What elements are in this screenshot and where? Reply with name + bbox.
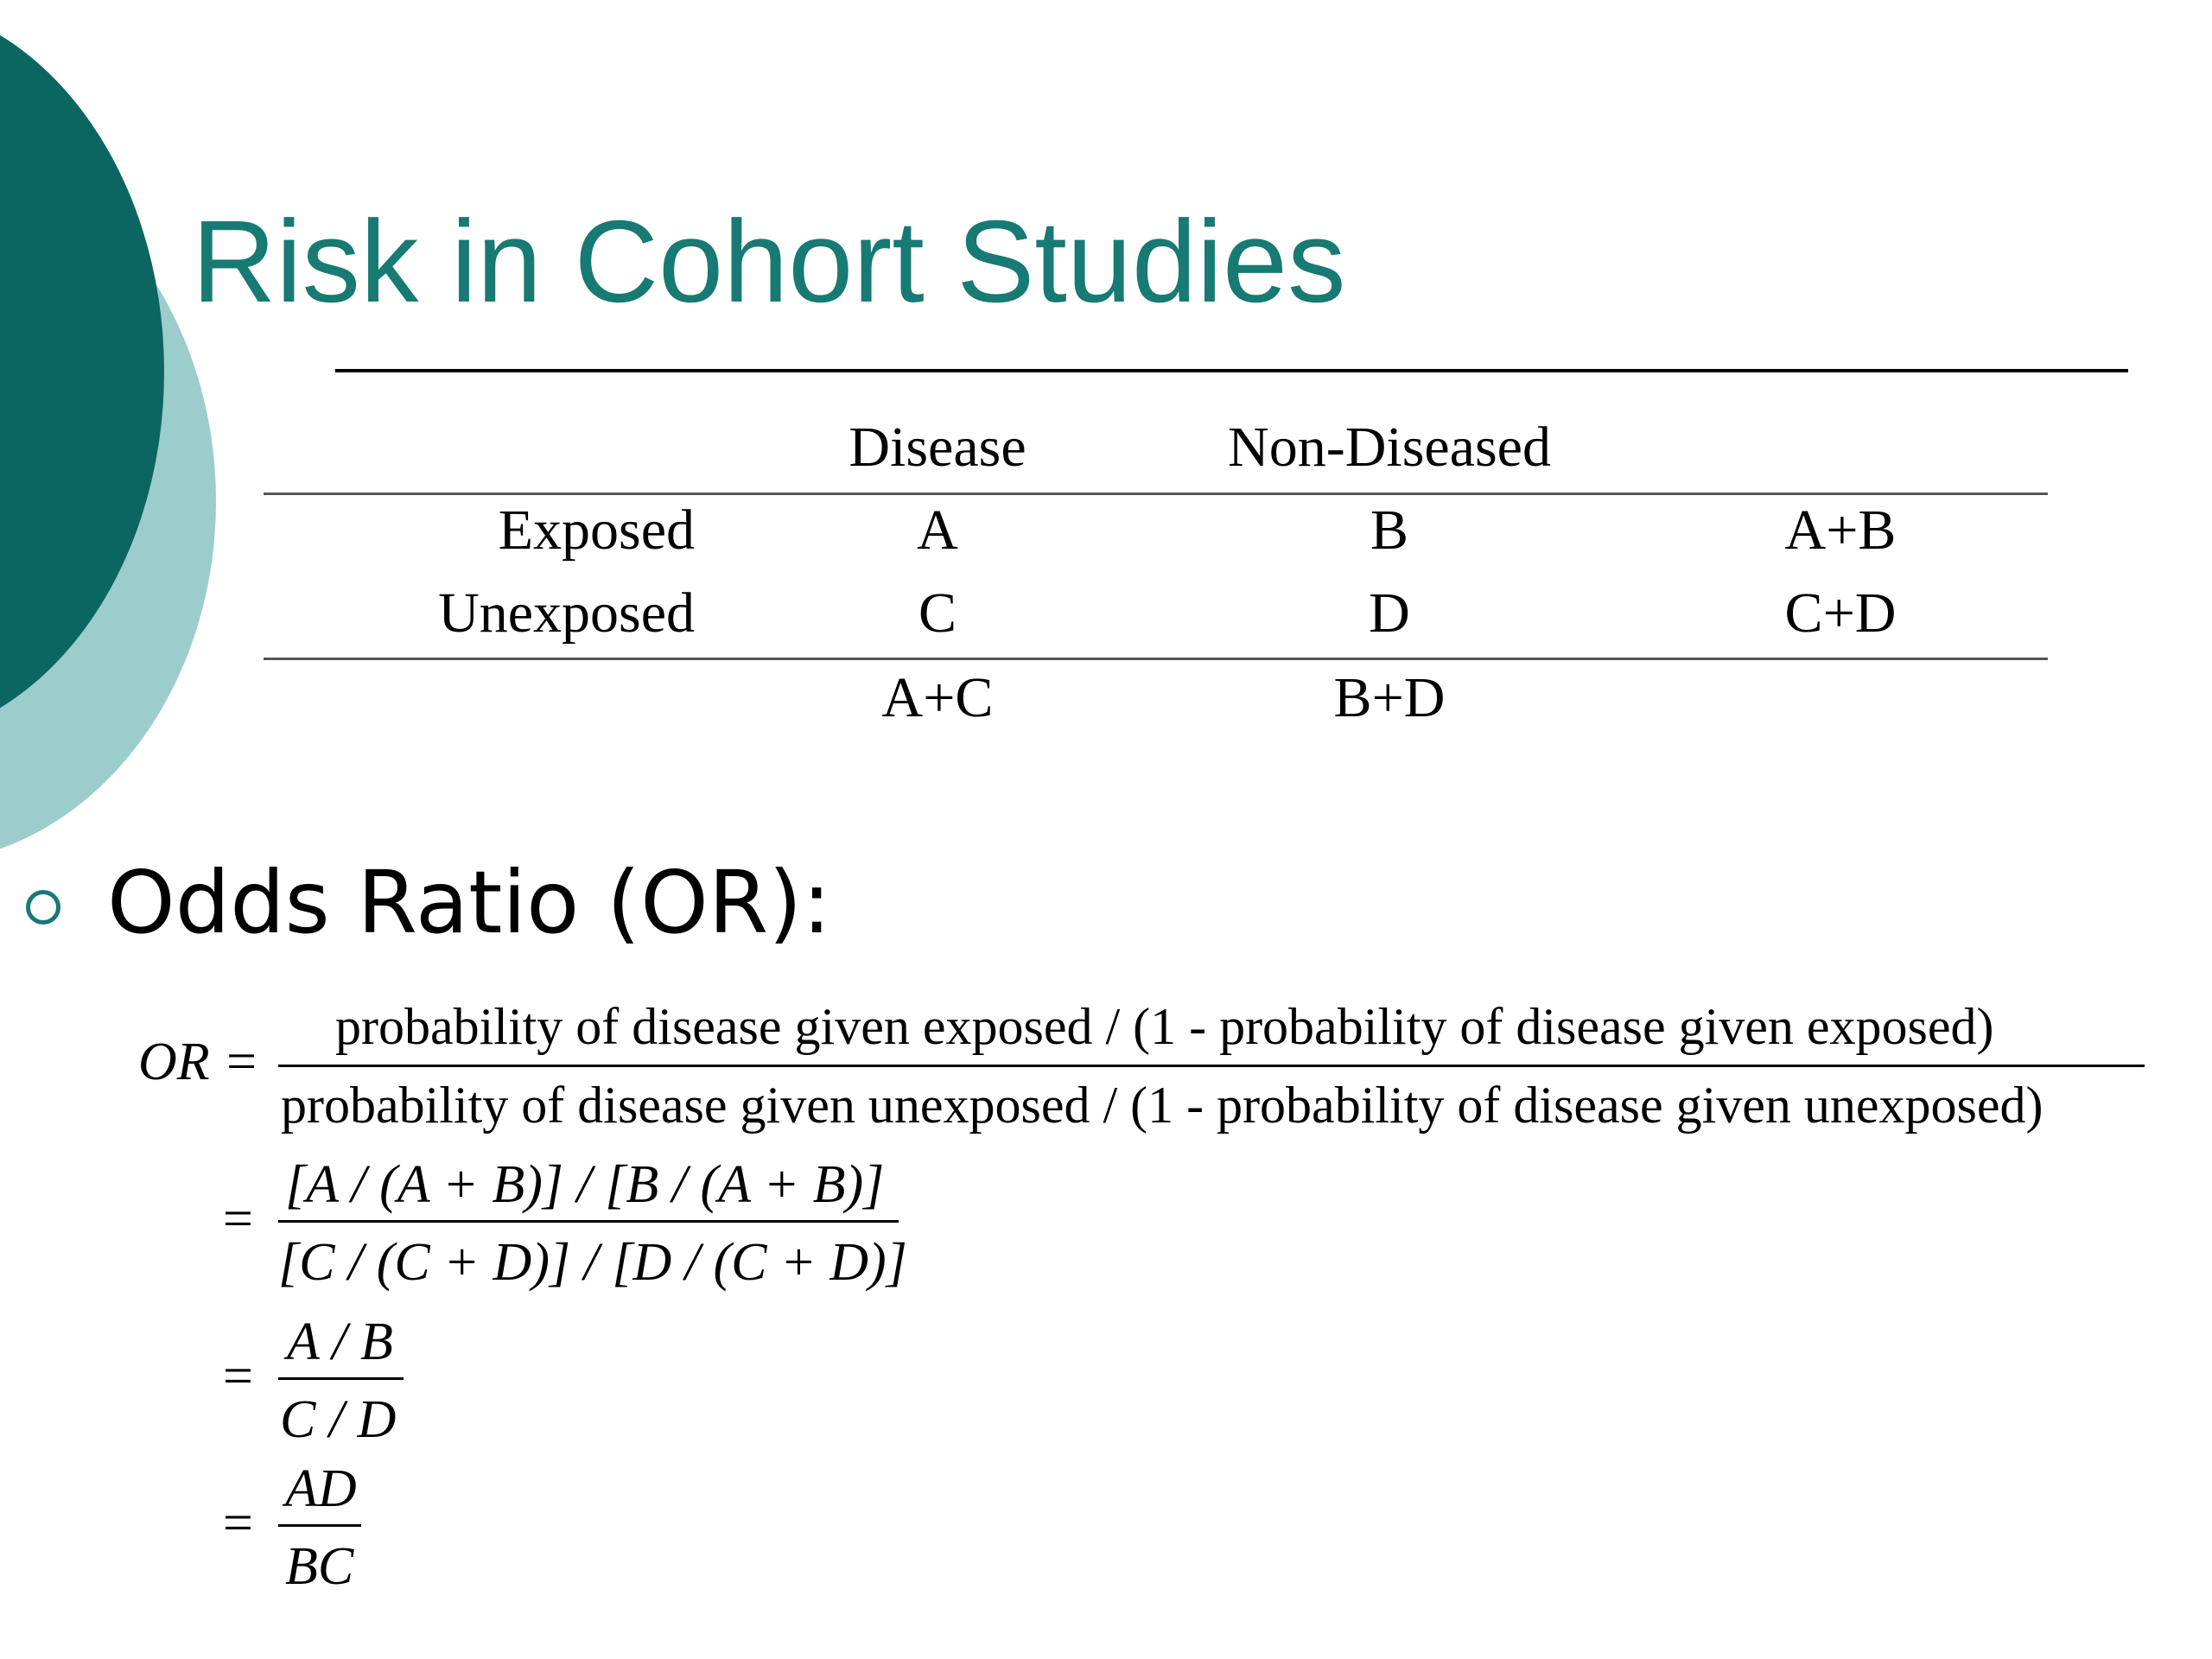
- formula2-equals: =: [223, 1190, 253, 1249]
- formula2-fraction-bar: [278, 1220, 899, 1223]
- total-disease: A+C: [881, 666, 994, 729]
- formula1-denominator: probability of disease given unexposed / (1 - probability of disease given unexposed): [281, 1077, 2044, 1134]
- header-disease: Disease: [849, 416, 1027, 479]
- formula1-numerator: probability of disease given exposed / (1 - probability of disease given exposed): [335, 998, 1994, 1055]
- formula4-fraction-bar: [278, 1524, 361, 1527]
- cell-unexposed-total: C+D: [1784, 582, 1897, 645]
- formula4-numerator: AD: [285, 1459, 357, 1518]
- cell-unexposed-non-diseased: D: [1369, 582, 1410, 645]
- hollow-circle-bullet-icon: [26, 890, 60, 925]
- formula1-fraction-bar: [278, 1065, 2145, 1067]
- bullet-odds-ratio: Odds Ratio (OR):: [107, 852, 831, 953]
- cell-exposed-disease: A: [917, 499, 958, 562]
- header-non-diseased: Non-Diseased: [1228, 416, 1551, 479]
- formula3-fraction-bar: [278, 1377, 404, 1380]
- formula4-denominator: BC: [285, 1537, 354, 1596]
- formula2-denominator: [C / (C + D)] / [D / (C + D)]: [278, 1233, 907, 1292]
- table-top-rule: [335, 369, 2128, 372]
- formula4-equals: =: [223, 1494, 253, 1553]
- total-non-diseased: B+D: [1333, 666, 1446, 729]
- table-bottom-rule: [264, 658, 2048, 660]
- table-header-rule: [264, 493, 2048, 495]
- cell-exposed-non-diseased: B: [1370, 499, 1409, 562]
- formula2-numerator: [A / (A + B)] / [B / (A + B)]: [285, 1155, 885, 1214]
- row-label-exposed: Exposed: [498, 499, 695, 562]
- cell-unexposed-disease: C: [918, 582, 957, 645]
- row-label-unexposed: Unexposed: [438, 582, 695, 645]
- formula3-equals: =: [223, 1347, 253, 1406]
- cell-exposed-total: A+B: [1784, 499, 1897, 562]
- formula-lhs: OR =: [138, 1033, 259, 1091]
- slide-title: Risk in Cohort Studies: [192, 196, 1346, 327]
- formula3-numerator: A / B: [287, 1313, 393, 1371]
- formula3-denominator: C / D: [280, 1390, 397, 1449]
